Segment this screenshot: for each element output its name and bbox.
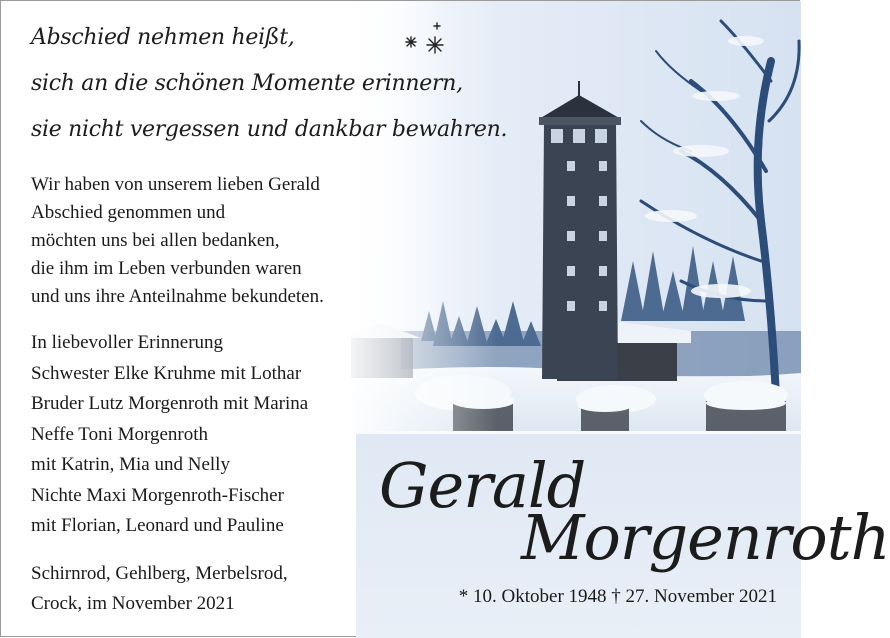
message-line: Abschied genommen und [31,202,226,223]
mourner-line: mit Katrin, Mia und Nelly [31,454,230,475]
poem-line-3: sie nicht vergessen und dankbar bewahren. [31,117,508,142]
life-dates: * 10. Oktober 1948 † 27. November 2021 [458,586,777,607]
poem-line-1: Abschied nehmen heißt, [31,25,295,50]
message-line: Wir haben von unserem lieben Gerald [31,174,320,195]
mourners-list [31,328,308,542]
deceased-last-name: Morgenroth [521,501,890,574]
message-line: die ihm im Leben verbunden waren [31,258,302,279]
places-line: Crock, im November 2021 [31,593,235,614]
mourner-line: Neffe Toni Morgenroth [31,423,209,445]
snowflake-pair-icon [397,21,447,57]
mourner-line: Bruder Lutz Morgenroth mit Marina [31,393,309,414]
mourner-line: mit Florian, Leonard und Pauline [31,515,284,536]
message-line: möchten uns bei allen bedanken, [31,230,280,251]
mourner-line: Schwester Elke Kruhme mit Lothar [31,362,302,384]
thank-you-message [31,171,324,311]
poem-line-2: sich an die schönen Momente erinnern, [31,71,463,96]
message-line: und uns ihre Anteilnahme bekundeten. [31,286,324,307]
places-and-date [31,559,288,619]
deceased-first-name: Gerald [379,449,586,522]
mourner-line: Nichte Maxi Morgenroth-Fischer [31,484,284,506]
mourner-line: In liebevoller Erinnerung [31,332,224,353]
places-line: Schirnrod, Gehlberg, Merbelsrod, [31,563,288,584]
